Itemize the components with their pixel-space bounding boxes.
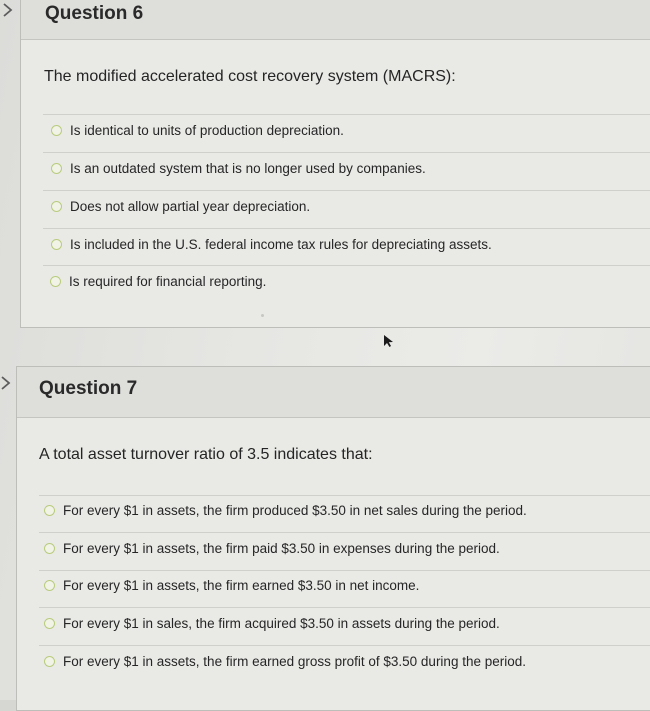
divider: [43, 152, 650, 153]
radio-button[interactable]: [51, 125, 62, 136]
collapse-chevron-icon[interactable]: [0, 376, 12, 390]
divider: [43, 114, 650, 115]
radio-button[interactable]: [44, 505, 55, 516]
answer-option[interactable]: [44, 541, 500, 556]
question-title: Question 6: [45, 3, 144, 24]
answer-option-label: Is required for financial reporting.: [69, 274, 267, 289]
radio-button[interactable]: [44, 618, 55, 629]
answer-option[interactable]: [51, 199, 310, 214]
radio-button[interactable]: [51, 163, 62, 174]
divider: [39, 532, 650, 533]
question-7-header: [17, 367, 650, 418]
radio-button[interactable]: [50, 276, 61, 287]
decorative-dot: [261, 314, 264, 317]
divider: [43, 228, 650, 229]
answer-option-label: Is included in the U.S. federal income tax rules for depreciating assets.: [70, 237, 492, 252]
divider: [39, 645, 650, 646]
answer-option-label: For every $1 in sales, the firm acquired $3.50 in assets during the period.: [63, 616, 500, 631]
answer-option[interactable]: [50, 274, 266, 289]
radio-button[interactable]: [44, 543, 55, 554]
answer-option[interactable]: [44, 616, 500, 631]
question-6: [20, 0, 650, 328]
question-6-header: [21, 0, 650, 40]
answer-option-label: Is identical to units of production depreciation.: [70, 123, 344, 138]
answer-option[interactable]: [51, 123, 344, 138]
answer-option-label: Is an outdated system that is no longer used by companies.: [70, 161, 426, 176]
answer-option-label: Does not allow partial year depreciation.: [70, 199, 311, 214]
mouse-cursor-icon: [382, 334, 396, 348]
answer-option-label: For every $1 in assets, the firm paid $3.50 in expenses during the period.: [63, 541, 500, 556]
collapse-chevron-icon[interactable]: [2, 3, 14, 17]
radio-button[interactable]: [51, 201, 62, 212]
question-title: Question 7: [39, 378, 138, 399]
radio-button[interactable]: [44, 656, 55, 667]
answer-option-label: For every $1 in assets, the firm earned $3.50 in net income.: [63, 578, 420, 593]
answer-option-label: For every $1 in assets, the firm earned gross profit of $3.50 during the period.: [63, 654, 526, 669]
divider: [43, 190, 650, 191]
question-prompt: The modified accelerated cost recovery system (MACRS):: [44, 68, 456, 85]
answer-option[interactable]: [44, 503, 527, 518]
answer-option[interactable]: [44, 578, 419, 593]
answer-option-label: For every $1 in assets, the firm produced $3.50 in net sales during the period.: [63, 503, 527, 518]
divider: [39, 607, 650, 608]
divider: [39, 495, 650, 496]
question-7: [16, 366, 650, 711]
answer-option[interactable]: [44, 654, 526, 669]
answer-option[interactable]: [51, 237, 492, 252]
radio-button[interactable]: [51, 239, 62, 250]
question-prompt: A total asset turnover ratio of 3.5 indicates that:: [39, 446, 373, 463]
divider: [39, 570, 650, 571]
radio-button[interactable]: [44, 580, 55, 591]
answer-option[interactable]: [51, 161, 426, 176]
divider: [43, 265, 650, 266]
